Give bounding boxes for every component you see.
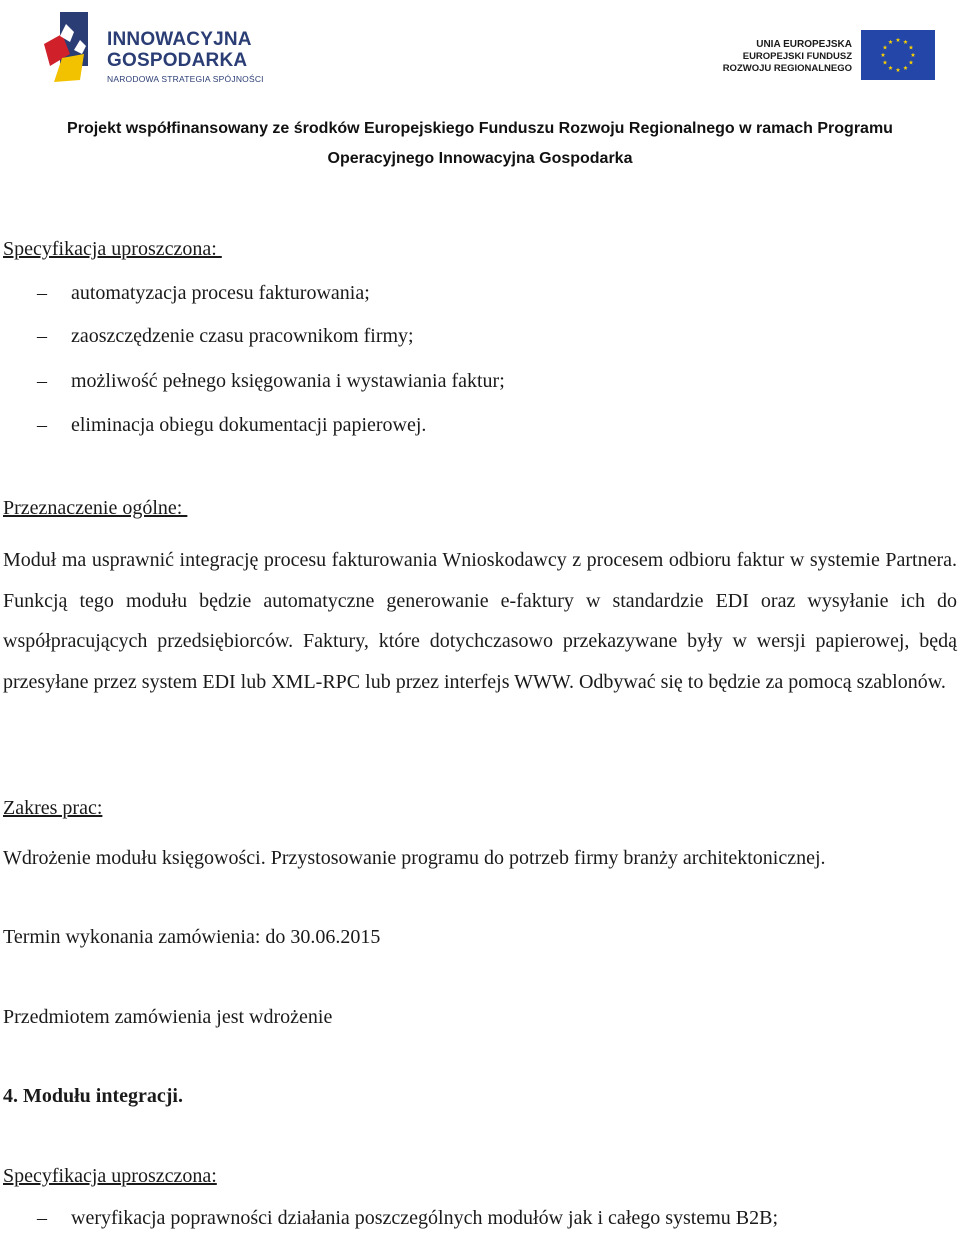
scope-heading: Zakres prac: bbox=[3, 797, 103, 819]
list-item bbox=[0, 325, 960, 355]
list-item bbox=[0, 370, 960, 400]
list-item bbox=[0, 282, 960, 312]
dash-bullet: – bbox=[37, 1207, 47, 1229]
logo-left-line1: INNOWACYJNA bbox=[107, 29, 252, 50]
eu-logo-line2: EUROPEJSKI FUNDUSZ bbox=[742, 51, 852, 62]
list-item-text: automatyzacja procesu fakturowania; bbox=[71, 282, 370, 304]
deadline-text: Termin wykonania zamówienia: do 30.06.2015 bbox=[3, 926, 381, 948]
innowacyjna-gospodarka-logo bbox=[40, 10, 280, 90]
dash-bullet: – bbox=[37, 370, 47, 392]
scope-text: Wdrożenie modułu księgowości. Przystosowanie programu do potrzeb firmy branży architektonicznej. bbox=[3, 847, 826, 869]
innowacyjna-gospodarka-logo-icon bbox=[40, 10, 102, 84]
purpose-heading: Przeznaczenie ogólne: bbox=[3, 497, 188, 519]
project-line-2: Operacyjnego Innowacyjna Gospodarka bbox=[327, 150, 633, 167]
eu-logo bbox=[695, 28, 935, 83]
list-item-text: weryfikacja poprawności działania poszczególnych modułów jak i całego systemu B2B; bbox=[71, 1207, 779, 1229]
list-item-text: możliwość pełnego księgowania i wystawiania faktur; bbox=[71, 370, 505, 392]
spec-heading: Specyfikacja uproszczona: bbox=[3, 238, 222, 260]
logo-left-line3: NARODOWA STRATEGIA SPÓJNOŚCI bbox=[107, 74, 264, 84]
list-item bbox=[0, 1207, 960, 1237]
list-item bbox=[0, 414, 960, 444]
subject-text: Przedmiotem zamówienia jest wdrożenie bbox=[3, 1006, 333, 1028]
dash-bullet: – bbox=[37, 282, 47, 304]
dash-bullet: – bbox=[37, 414, 47, 436]
eu-logo-line3: ROZWOJU REGIONALNEGO bbox=[722, 63, 852, 74]
list-item-text: eliminacja obiegu dokumentacji papierowej. bbox=[71, 414, 427, 436]
eu-flag-icon bbox=[861, 30, 935, 80]
project-line-1: Projekt współfinansowany ze środków Europejskiego Funduszu Rozwoju Regionalnego w ramach Programu bbox=[67, 120, 893, 137]
list-item-text: zaoszczędzenie czasu pracownikom firmy; bbox=[71, 325, 414, 347]
logo-left-line2: GOSPODARKA bbox=[107, 50, 248, 71]
purpose-paragraph: Moduł ma usprawnić integrację procesu fakturowania Wnioskodawcy z procesem odbioru faktur w systemie Partnera. Funkcją tego modułu będzie automatyczne generowanie e-faktury w standardzie EDI oraz wysyłanie ich do współpracujących przedsiębiorców. Faktury, które dotychczasowo przekazywane były w wersji papierowej, będą przesyłane przez system EDI lub XML-RPC lub przez interfejs WWW. Odbywać się to będzie za pomocą szablonów. bbox=[3, 549, 957, 693]
module-title: 4. Modułu integracji. bbox=[3, 1085, 183, 1107]
spec-heading-2: Specyfikacja uproszczona: bbox=[3, 1165, 217, 1187]
dash-bullet: – bbox=[37, 325, 47, 347]
eu-logo-line1: UNIA EUROPEJSKA bbox=[756, 39, 852, 50]
